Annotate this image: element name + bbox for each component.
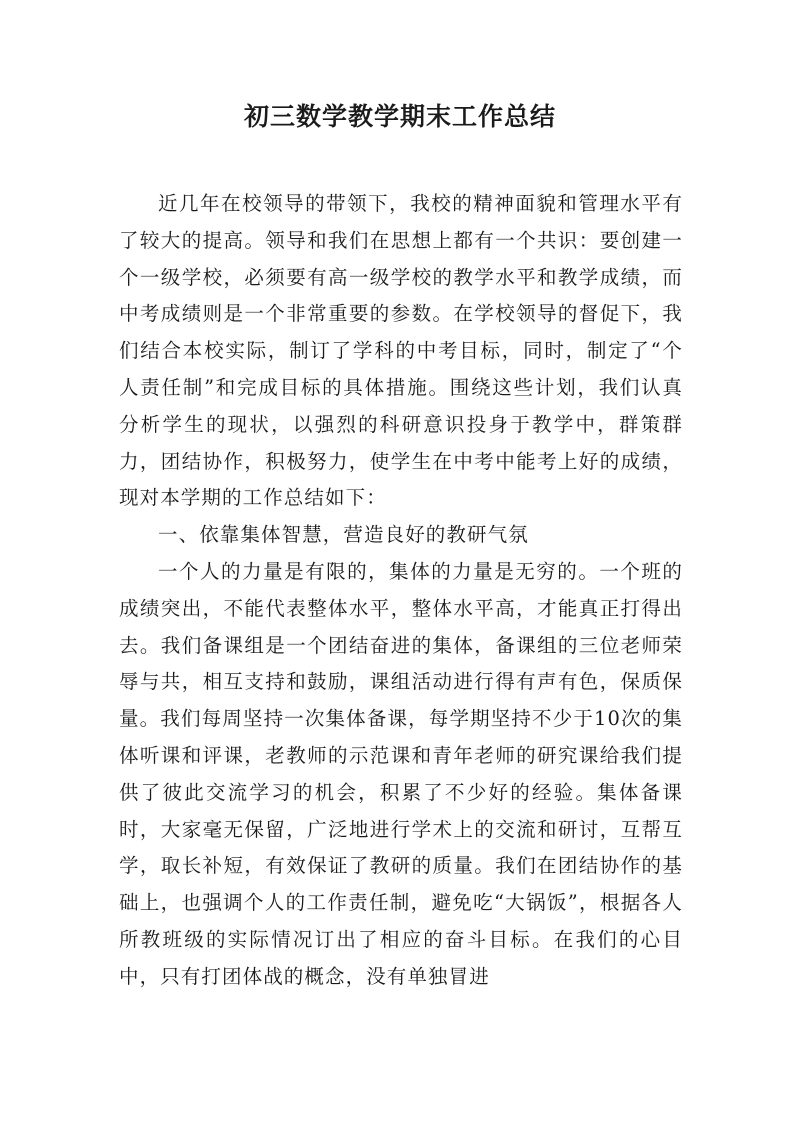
document-title: 初三数学教学期末工作总结 (243, 102, 556, 131)
paragraph-intro: 近几年在校领导的带领下，我校的精神面貌和管理水平有了较大的提高。领导和我们在思想上都有一个共识：要创建一个一级学校，必须要有高一级学校的教学水平和教学成绩，而中考成绩则是一个非常重要的参数。在学校领导的督促下，我们结合本校实际，制订了学科的中考目标，同时，制定了“个人责任制”和完成目标的具体措施。围绕这些计划，我们认真分析学生的现状，以强烈的科研意识投身于教学中，群策群力，团结协作，积极努力，使学生在中考中能考上好的成绩，现对本学期的工作总结如下： (119, 192, 683, 510)
paragraph-section-1: 一个人的力量是有限的，集体的力量是无穷的。一个班的成绩突出，不能代表整体水平，整体水平高，才能真正打得出去。我们备课组是一个团结奋进的集体，备课组的三位老师荣辱与共，相互支持和鼓励，课组活动进行得有声有色，保质保量。我们每周坚持一次集体备课，每学期坚持不少于10次的集体听课和评课，老教师的示范课和青年老师的研究课给我们提供了彼此交流学习的机会，积累了不少好的经验。集体备课时，大家毫无保留，广泛地进行学术上的交流和研讨，互帮互学，取长补短，有效保证了教研的质量。我们在团结协作的基础上，也强调个人的工作责任制，避免吃“大锅饭”，根据各人所教班级的实际情况订出了相应的奋斗目标。在我们的心目中，只有打团体战的概念，没有单独冒进 (119, 559, 683, 988)
document-body (119, 186, 683, 996)
section-heading-1: 一、依靠集体智慧，营造良好的教研气氛 (158, 523, 529, 547)
